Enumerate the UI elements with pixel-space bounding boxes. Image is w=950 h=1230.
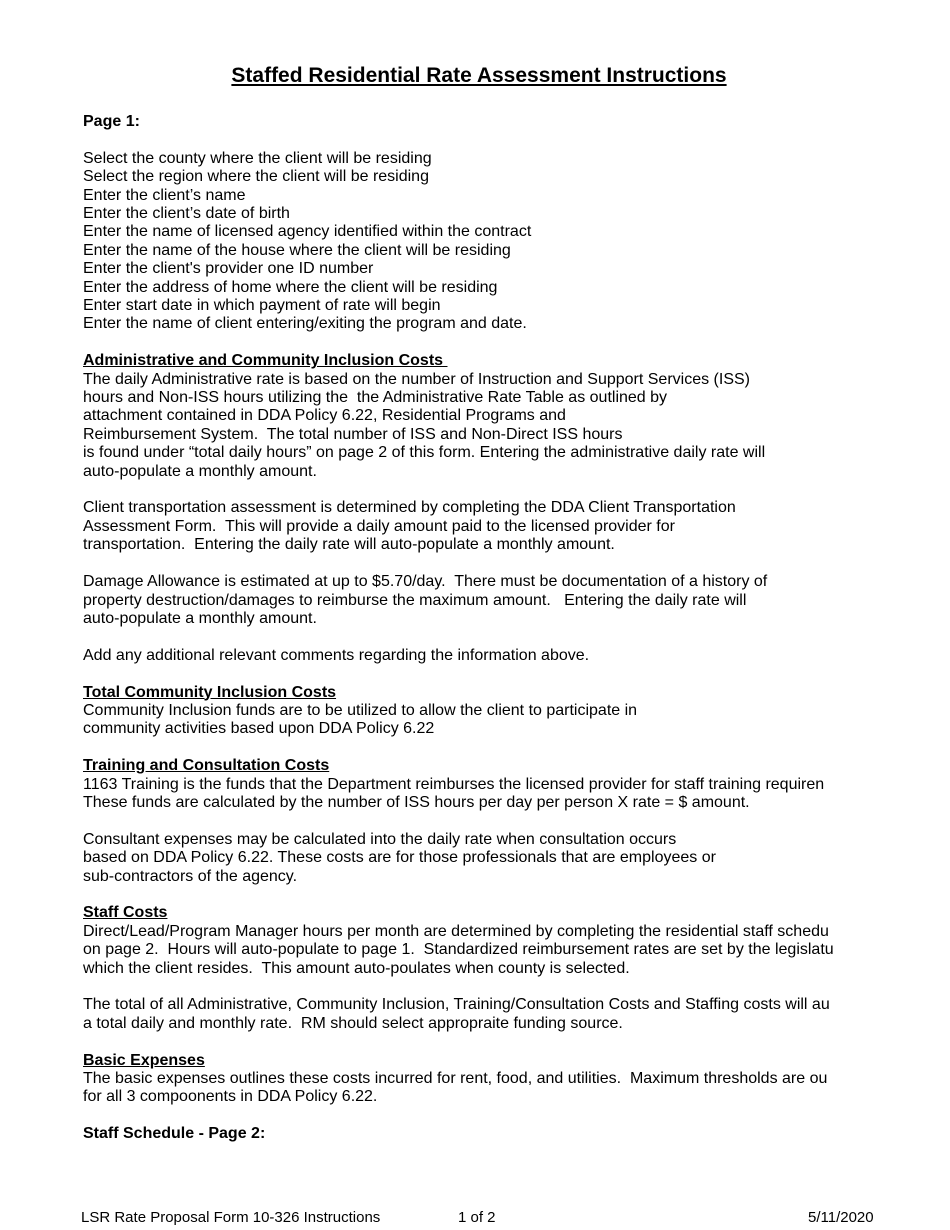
community-inclusion-heading: Total Community Inclusion Costs: [83, 683, 337, 701]
spacer: [83, 812, 879, 830]
page1-instruction-line: Enter the address of home where the client will be residing: [83, 278, 498, 296]
paragraph-line: Consultant expenses may be calculated into the daily rate when consultation occurs: [83, 830, 677, 848]
staff-hours-paragraph: [83, 923, 879, 978]
page1-instruction-line: Select the county where the client will be residing: [83, 149, 432, 167]
paragraph-line: auto-populate a monthly amount.: [83, 609, 317, 627]
paragraph-line: Reimbursement System. The total number of ISS and Non-Direct ISS hours: [83, 425, 623, 443]
consultant-paragraph: [83, 831, 879, 886]
transportation-paragraph: [83, 499, 879, 554]
spacer: [83, 1107, 879, 1125]
page1-instruction-line: Enter the client’s date of birth: [83, 205, 290, 223]
admin-costs-heading: Administrative and Community Inclusion Costs: [83, 352, 448, 370]
paragraph-line: 1163 Training is the funds that the Department reimburses the licensed provider for staff training requiren: [83, 775, 825, 793]
spacer: [83, 665, 879, 683]
damage-allowance-paragraph: [83, 573, 879, 628]
paragraph-line: Client transportation assessment is determined by completing the DDA Client Transportation: [83, 499, 736, 517]
spacer: [83, 1033, 879, 1051]
spacer: [83, 131, 879, 149]
paragraph-line: transportation. Entering the daily rate will auto-populate a monthly amount.: [83, 536, 615, 554]
page1-instruction-line: Enter the name of licensed agency identified within the contract: [83, 223, 532, 241]
footer-form-name: LSR Rate Proposal Form 10-326 Instructions: [81, 1209, 381, 1226]
paragraph-line: sub-contractors of the agency.: [83, 867, 298, 885]
footer-date: 5/11/2020: [808, 1209, 874, 1226]
paragraph-line: These funds are calculated by the number of ISS hours per day per person X rate = $ amount.: [83, 793, 750, 811]
page1-heading: Page 1:: [83, 113, 140, 130]
footer-page-number: 1 of 2: [458, 1209, 496, 1226]
spacer: [83, 886, 879, 904]
training-consultation-heading: Training and Consultation Costs: [83, 757, 330, 775]
paragraph-line: The basic expenses outlines these costs incurred for rent, food, and utilities. Maximum thresholds are ou: [83, 1069, 828, 1087]
paragraph-line: community activities based upon DDA Policy 6.22: [83, 720, 435, 738]
spacer: [83, 555, 879, 573]
paragraph-line: auto-populate a monthly amount.: [83, 462, 317, 480]
page1-instructions: [83, 150, 879, 334]
community-inclusion-paragraph: [83, 702, 879, 739]
spacer: [83, 481, 879, 499]
admin-rate-paragraph: [83, 371, 879, 481]
spacer: [83, 739, 879, 757]
paragraph-line: based on DDA Policy 6.22. These costs are for those professionals that are employees or: [83, 849, 716, 867]
page-title: Staffed Residential Rate Assessment Instructions: [231, 64, 727, 87]
paragraph-line: which the client resides. This amount auto-poulates when county is selected.: [83, 959, 630, 977]
paragraph-line: Damage Allowance is estimated at up to $5.70/day. There must be documentation of a history of: [83, 573, 768, 591]
spacer: [83, 334, 879, 352]
page1-instruction-line: Enter the client's provider one ID number: [83, 260, 374, 278]
spacer: [83, 978, 879, 996]
spacer: [83, 628, 879, 646]
document-body: [83, 113, 879, 1144]
paragraph-line: is found under “total daily hours” on page 2 of this form. Entering the administrative daily rate will: [83, 444, 766, 462]
paragraph-line: Direct/Lead/Program Manager hours per month are determined by completing the residential staff schedu: [83, 922, 829, 940]
staff-schedule-heading: Staff Schedule - Page 2:: [83, 1125, 266, 1143]
training-paragraph: [83, 776, 879, 813]
paragraph-line: a total daily and monthly rate. RM should select appropraite funding source.: [83, 1014, 623, 1032]
paragraph-line: attachment contained in DDA Policy 6.22, Residential Programs and: [83, 407, 566, 425]
staff-costs-heading: Staff Costs: [83, 904, 168, 922]
basic-expenses-paragraph: [83, 1070, 879, 1107]
paragraph-line: Add any additional relevant comments regarding the information above.: [83, 646, 590, 664]
paragraph-line: Community Inclusion funds are to be utilized to allow the client to participate in: [83, 701, 638, 719]
paragraph-line: The total of all Administrative, Community Inclusion, Training/Consultation Costs and Staffing costs will au: [83, 996, 830, 1014]
paragraph-line: The daily Administrative rate is based on the number of Instruction and Support Services (ISS): [83, 370, 750, 388]
paragraph-line: property destruction/damages to reimburse the maximum amount. Entering the daily rate will: [83, 591, 747, 609]
paragraph-line: Assessment Form. This will provide a daily amount paid to the licensed provider for: [83, 517, 675, 535]
page1-instruction-line: Enter the name of client entering/exiting the program and date.: [83, 315, 527, 333]
paragraph-line: for all 3 compoonents in DDA Policy 6.22.: [83, 1088, 378, 1106]
page1-instruction-line: Select the region where the client will be residing: [83, 168, 429, 186]
page1-instruction-line: Enter start date in which payment of rate will begin: [83, 297, 441, 315]
basic-expenses-heading: Basic Expenses: [83, 1051, 205, 1069]
page1-instruction-line: Enter the name of the house where the client will be residing: [83, 241, 511, 259]
paragraph-line: on page 2. Hours will auto-populate to page 1. Standardized reimbursement rates are set by the legislatu: [83, 941, 834, 959]
page1-instruction-line: Enter the client’s name: [83, 186, 246, 204]
staff-total-paragraph: [83, 996, 879, 1033]
paragraph-line: hours and Non-ISS hours utilizing the the Administrative Rate Table as outlined by: [83, 389, 668, 407]
comments-paragraph: [83, 647, 879, 665]
